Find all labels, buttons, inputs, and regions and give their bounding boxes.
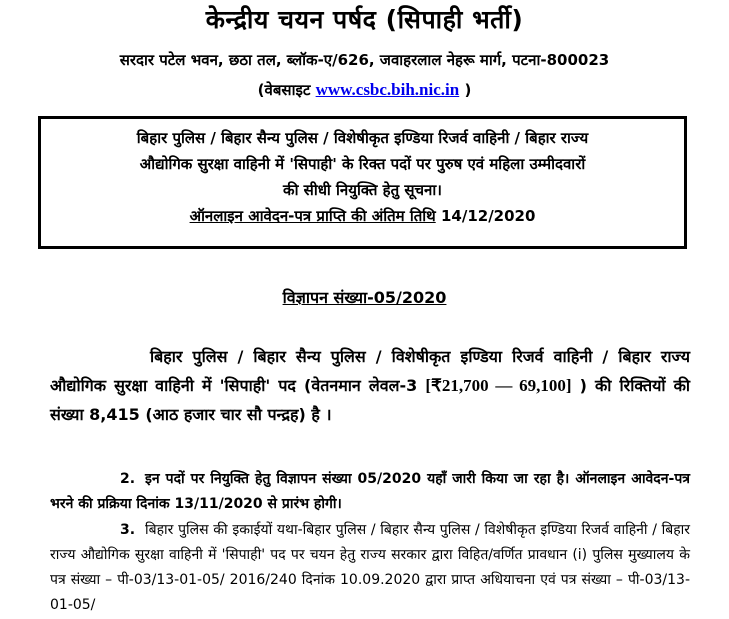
para1-line-4: पन्द्रह) है । [267,405,332,424]
deadline-label: ऑनलाइन आवेदन-पत्र प्राप्ति की अंतिम तिथि [189,207,436,225]
para1-line-2: / बिहार राज्य औद्योगिक सुरक्षा वाहिनी में 'सिपाही' पद (वेतनमान लेवल-3 [50,347,690,395]
advertisement-number: विज्ञापन संख्या-05/2020 [282,288,447,307]
notice-line-3: की सीधी नियुक्ति हेतु सूचना। [283,181,442,199]
website-line [0,80,729,100]
deadline-date: 14/12/2020 [440,207,536,225]
para1-line-1: बिहार पुलिस / बिहार सैन्य पुलिस / विशेषीकृत इण्डिया रिजर्व वाहिनी [150,347,593,366]
para2-text: इन पदों पर नियुक्ति हेतु विज्ञापन संख्या 05/2020 यहाँ जारी किया जा रहा है। ऑनलाइन आवेदन-पत्र भरने की प्रक्रिया दिनांक 13/11/2020 से प्रारंभ होगी। [50,471,690,512]
para3-number: 3. [120,522,136,538]
office-address: सरदार पटेल भवन, छठा तल, ब्लॉक-ए/626, जवाहरलाल नेहरू मार्ग, पटना-800023 [119,51,610,69]
para2-number: 2. [120,471,136,487]
para3-text: बिहार पुलिस की इकाईयों यथा-बिहार पुलिस / बिहार सैन्य पुलिस / विशेषीकृत इण्डिया रिजर्व वाहिनी / बिहार राज्य औद्योगिक सुरक्षा वाहिनी में 'सिपाही' पद पर चयन हेतु राज्य सरकार द्वारा विहित/वर्णित प्रावधान (i) पुलिस मुख्यालय के पत्र संख्या – पी-03/13-01-05/ 2016/240 दिनांक 10.09.2020 द्वारा प्राप्त अधियाचना एवं पत्र संख्या – पी-03/13-01-05/ [50,522,690,613]
page-title: केन्द्रीय चयन पर्षद (सिपाही भर्ती) [205,5,524,34]
notice-deadline [51,203,674,229]
para1-line-3: ) की रिक्तियों की संख्या 8,415 (आठ हजार चार सौ [50,376,691,424]
paragraph-2 [50,467,690,517]
notice-line-2: औद्योगिक सुरक्षा वाहिनी में 'सिपाही' के रिक्त पदों पर पुरुष एवं महिला उम्मीदवारों [139,155,586,173]
paragraph-1 [50,342,690,429]
website-prefix: (वेबसाइट [257,81,311,99]
pay-scale: [₹21,700 — 69,100] [425,376,572,395]
website-link[interactable]: www.csbc.bih.nic.in [315,80,460,99]
notice-box [38,116,687,249]
notice-line-1: बिहार पुलिस / बिहार सैन्य पुलिस / विशेषीकृत इण्डिया रिजर्व वाहिनी / बिहार राज्य [136,129,589,147]
website-suffix: ) [464,81,472,99]
paragraph-3 [50,518,690,618]
